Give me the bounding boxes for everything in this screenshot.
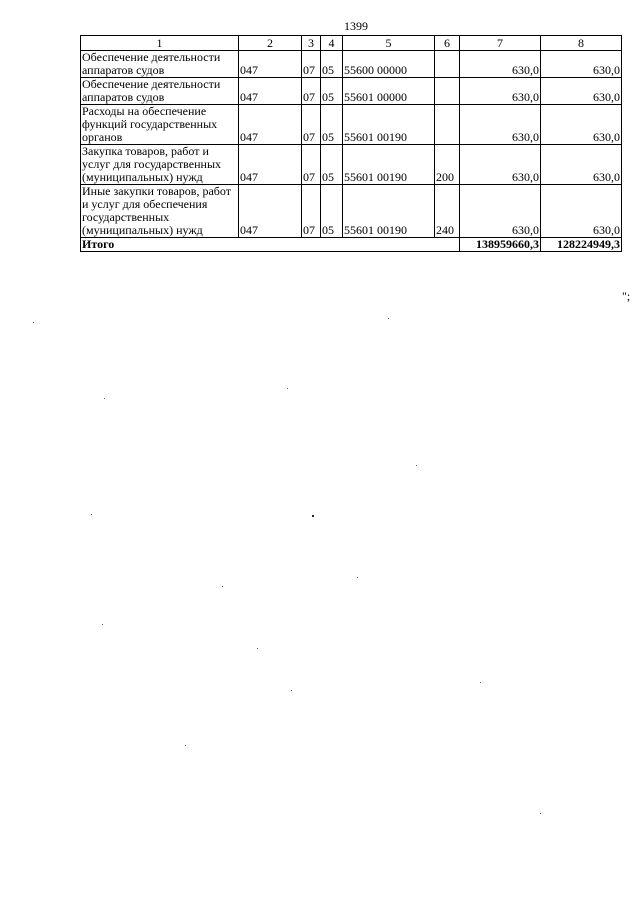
column-header-3: 3 bbox=[302, 36, 321, 51]
row-code-admin: 047 bbox=[239, 185, 302, 238]
row-name: Обеспечение деятельности аппаратов судов bbox=[81, 51, 239, 78]
row-code-target: 55600 00000 bbox=[343, 51, 435, 78]
row-amount-2: 630,0 bbox=[541, 105, 622, 145]
scan-speck bbox=[33, 322, 34, 323]
column-header-5: 5 bbox=[343, 36, 435, 51]
row-code-section: 07 bbox=[302, 78, 321, 105]
row-code-admin: 047 bbox=[239, 51, 302, 78]
total-amount-1: 138959660,3 bbox=[460, 238, 541, 252]
column-header-8: 8 bbox=[541, 36, 622, 51]
row-amount-1: 630,0 bbox=[460, 78, 541, 105]
row-amount-1: 630,0 bbox=[460, 105, 541, 145]
row-code-type: 240 bbox=[435, 185, 460, 238]
row-code-admin: 047 bbox=[239, 145, 302, 185]
page-number: 1399 bbox=[344, 19, 368, 33]
row-code-section: 07 bbox=[302, 145, 321, 185]
row-code-subsection: 05 bbox=[321, 185, 343, 238]
scan-speck bbox=[257, 648, 258, 649]
scan-speck bbox=[287, 388, 288, 389]
table-row bbox=[81, 145, 622, 185]
scan-speck bbox=[416, 465, 417, 466]
row-code-target: 55601 00000 bbox=[343, 78, 435, 105]
table-row bbox=[81, 105, 622, 145]
total-row bbox=[81, 238, 622, 252]
column-header-6: 6 bbox=[435, 36, 460, 51]
row-code-type bbox=[435, 105, 460, 145]
total-label: Итого bbox=[81, 238, 460, 252]
row-code-type bbox=[435, 78, 460, 105]
scan-speck bbox=[104, 398, 105, 399]
row-amount-2: 630,0 bbox=[541, 78, 622, 105]
scan-speck bbox=[312, 515, 314, 517]
scan-speck bbox=[222, 586, 223, 587]
scan-speck bbox=[291, 690, 292, 691]
row-code-section: 07 bbox=[302, 185, 321, 238]
scan-speck bbox=[388, 318, 389, 319]
column-header-7: 7 bbox=[460, 36, 541, 51]
row-code-section: 07 bbox=[302, 105, 321, 145]
row-code-type bbox=[435, 51, 460, 78]
row-amount-1: 630,0 bbox=[460, 185, 541, 238]
row-code-subsection: 05 bbox=[321, 51, 343, 78]
row-code-type: 200 bbox=[435, 145, 460, 185]
table-row bbox=[81, 78, 622, 105]
row-amount-2: 630,0 bbox=[541, 145, 622, 185]
scan-speck bbox=[91, 514, 92, 515]
row-code-admin: 047 bbox=[239, 78, 302, 105]
closing-quote: "; bbox=[622, 289, 631, 303]
row-code-subsection: 05 bbox=[321, 145, 343, 185]
row-code-subsection: 05 bbox=[321, 78, 343, 105]
scan-speck bbox=[102, 624, 103, 625]
row-name: Расходы на обеспечение функций государственных органов bbox=[81, 105, 239, 145]
scan-speck bbox=[540, 813, 541, 814]
row-code-target: 55601 00190 bbox=[343, 105, 435, 145]
row-code-section: 07 bbox=[302, 51, 321, 78]
row-code-target: 55601 00190 bbox=[343, 185, 435, 238]
row-code-target: 55601 00190 bbox=[343, 145, 435, 185]
column-header-1: 1 bbox=[81, 36, 239, 51]
row-code-subsection: 05 bbox=[321, 105, 343, 145]
scan-speck bbox=[480, 682, 481, 683]
header-row bbox=[81, 36, 622, 51]
column-header-2: 2 bbox=[239, 36, 302, 51]
row-code-admin: 047 bbox=[239, 105, 302, 145]
column-header-4: 4 bbox=[321, 36, 343, 51]
row-amount-1: 630,0 bbox=[460, 145, 541, 185]
scan-speck bbox=[185, 745, 186, 746]
row-name: Закупка товаров, работ и услуг для государственных (муниципальных) нужд bbox=[81, 145, 239, 185]
row-amount-2: 630,0 bbox=[541, 51, 622, 78]
row-name: Обеспечение деятельности аппаратов судов bbox=[81, 78, 239, 105]
table-row bbox=[81, 51, 622, 78]
row-amount-2: 630,0 bbox=[541, 185, 622, 238]
row-name: Иные закупки товаров, работ и услуг для обеспечения государственных (муниципальных) нужд bbox=[81, 185, 239, 238]
total-amount-2: 128224949,3 bbox=[541, 238, 622, 252]
scan-speck bbox=[357, 577, 358, 578]
row-amount-1: 630,0 bbox=[460, 51, 541, 78]
budget-table bbox=[80, 35, 622, 252]
table-row bbox=[81, 185, 622, 238]
